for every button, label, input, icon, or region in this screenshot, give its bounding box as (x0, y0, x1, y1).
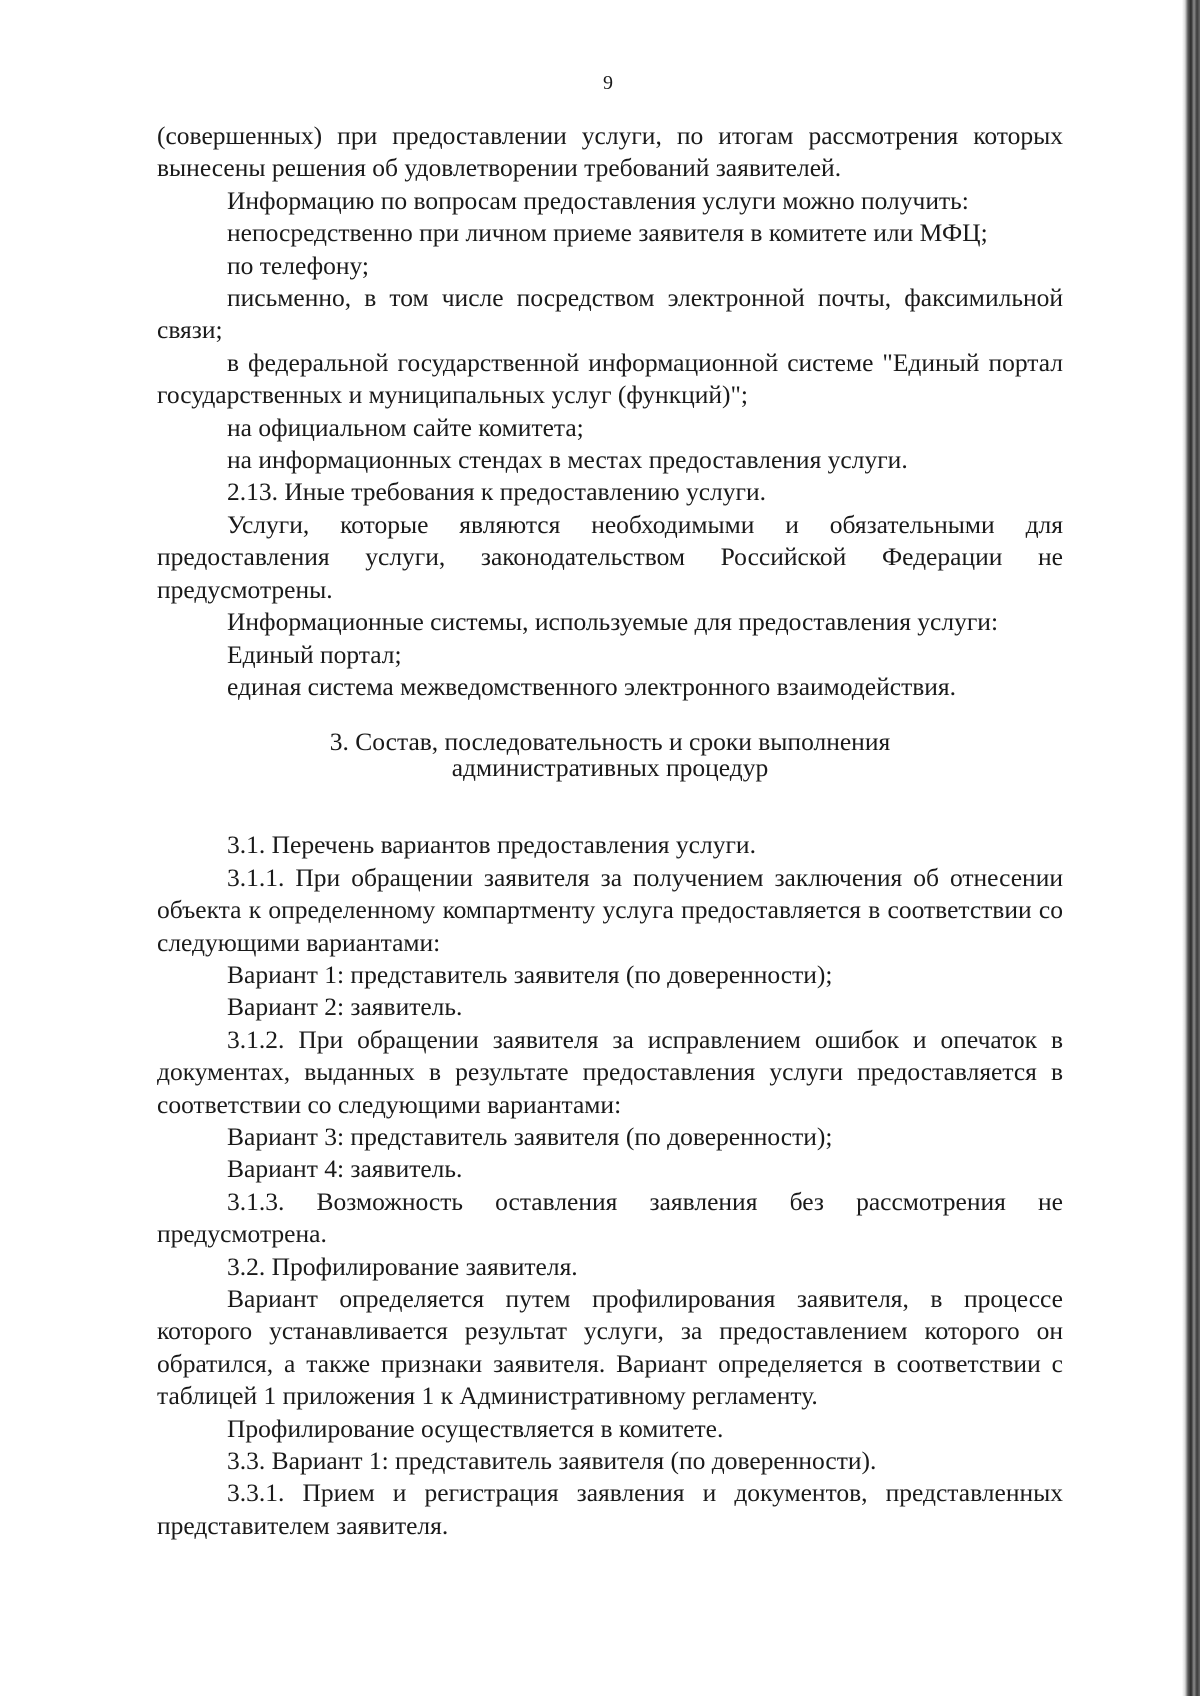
paragraph: непосредственно при личном приеме заявителя в комитете или МФЦ; (227, 218, 988, 248)
paragraph: Информационные системы, используемые для предоставления услуги: (227, 607, 999, 637)
paragraph: 3.3. Вариант 1: представитель заявителя (по доверенности). (227, 1446, 877, 1476)
paragraph: 2.13. Иные требования к предоставлению услуги. (227, 477, 767, 507)
paragraph: 3.1.3. Возможность оставления заявления без рассмотрения не предусмотрена. (157, 1186, 1063, 1249)
paragraph: Услуги, которые являются необходимыми и обязательными для предоставления услуги, законодательством Российской Федерации не предусмотрены. (157, 509, 1063, 604)
paragraph: 3.1.1. При обращении заявителя за получением заключения об отнесении объекта к определенному компартменту услуга предоставляется в соответствии со следующими вариантами: (157, 862, 1063, 957)
paragraph: Вариант определяется путем профилирования заявителя, в процессе которого устанавливается результат услуги, за предоставлением которого он обратился, а также признаки заявителя. Вариант определяется в соответствии с таблицей 1 приложения 1 к Административному регламенту. (157, 1284, 1063, 1411)
page-number: 9 (603, 72, 613, 94)
section-heading (157, 729, 1063, 781)
section-heading-line1: 3. Состав, последовательность и сроки выполнения (329, 727, 891, 757)
paragraph: Вариант 3: представитель заявителя (по доверенности); (227, 1121, 833, 1151)
scan-edge (1182, 0, 1200, 1696)
paragraph: в федеральной государственной информационной системе "Единый портал государственных и муниципальных услуг (функций)"; (157, 347, 1063, 410)
paragraph: (совершенных) при предоставлении услуги, по итогам рассмотрения которых вынесены решения об удовлетворении требований заявителей. (157, 121, 1063, 183)
paragraph: на информационных стендах в местах предоставления услуги. (227, 445, 908, 475)
paragraph: 3.1.2. При обращении заявителя за исправлением ошибок и опечаток в документах, выданных в результате предоставления услуги предоставляется в соответствии со следующими вариантами: (157, 1024, 1063, 1119)
paragraph: 3.1. Перечень вариантов предоставления услуги. (227, 830, 756, 860)
paragraph: письменно, в том числе посредством электронной почты, факсимильной связи; (157, 283, 1063, 345)
paragraphs-bottom (157, 829, 1063, 1542)
paragraph: на официальном сайте комитета; (227, 412, 584, 442)
paragraph: Вариант 2: заявитель. (227, 992, 463, 1022)
paragraph: 3.3.1. Прием и регистрация заявления и документов, представленных представителем заявителя. (157, 1478, 1063, 1540)
paragraph: Единый портал; (227, 639, 402, 669)
section-heading-line2: административных процедур (451, 753, 769, 783)
paragraph: единая система межведомственного электронного взаимодействия. (227, 671, 957, 701)
document-body (157, 120, 1063, 1542)
paragraphs-top (157, 120, 1063, 703)
paragraph: 3.2. Профилирование заявителя. (227, 1251, 578, 1281)
paragraph: Профилирование осуществляется в комитете. (227, 1413, 724, 1443)
paragraph: Вариант 1: представитель заявителя (по доверенности); (227, 959, 833, 989)
paragraph: по телефону; (227, 250, 370, 280)
paragraph: Информацию по вопросам предоставления услуги можно получить: (227, 185, 969, 215)
paragraph: Вариант 4: заявитель. (227, 1154, 463, 1184)
